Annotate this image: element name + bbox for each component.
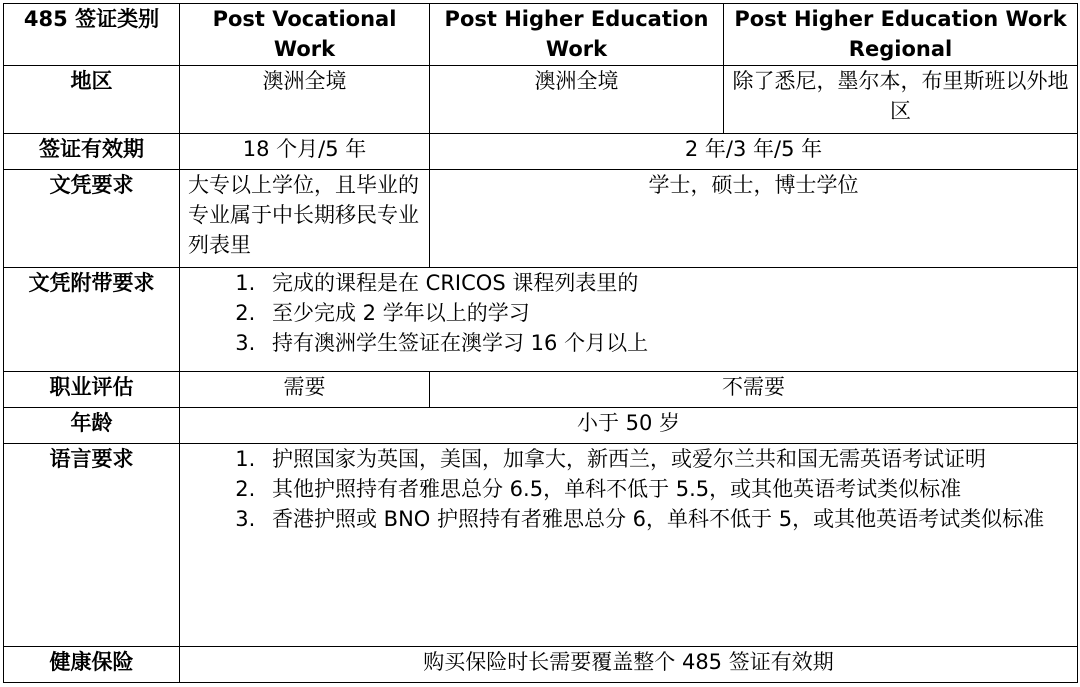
column-header-post-higher-education-work-regional: Post Higher Education Work Regional: [724, 4, 1078, 66]
degree-extra-list: [188, 268, 1069, 358]
row-label-validity: 签证有效期: [4, 134, 180, 170]
row-label-language: 语言要求: [4, 444, 180, 647]
row-label-degree-extra: 文凭附带要求: [4, 268, 180, 372]
region-value-regional: 除了悉尼，墨尔本，布里斯班以外地区: [724, 66, 1078, 134]
validity-value-vocational: 18 个月/5 年: [180, 134, 430, 170]
table-row-language: [4, 444, 1078, 647]
row-label-skills-assessment: 职业评估: [4, 372, 180, 408]
visa-485-comparison-table: [3, 3, 1078, 683]
table-row-degree: [4, 170, 1078, 268]
list-item: 1. 完成的课程是在 CRICOS 课程列表里的: [262, 268, 1069, 298]
list-item: 1. 护照国家为英国，美国，加拿大，新西兰，或爱尔兰共和国无需英语考试证明: [262, 444, 1069, 474]
column-header-post-vocational-work: Post Vocational Work: [180, 4, 430, 66]
degree-value-vocational: 大专以上学位，且毕业的专业属于中长期移民专业列表里: [180, 170, 430, 268]
list-item: 3. 持有澳洲学生签证在澳学习 16 个月以上: [262, 328, 1069, 358]
degree-extra-requirements: [180, 268, 1078, 372]
health-insurance-value: 购买保险时长需要覆盖整个 485 签证有效期: [180, 647, 1078, 683]
list-item: 2. 至少完成 2 学年以上的学习: [262, 298, 1069, 328]
corner-cell: 485 签证类别: [4, 4, 180, 66]
language-requirements: [180, 444, 1078, 647]
row-label-age: 年龄: [4, 408, 180, 444]
table-header-row: [4, 4, 1078, 66]
region-value-vocational: 澳洲全境: [180, 66, 430, 134]
table-row-skills-assessment: [4, 372, 1078, 408]
row-label-degree: 文凭要求: [4, 170, 180, 268]
skills-assessment-value-higher-education: 不需要: [430, 372, 1078, 408]
row-label-health-insurance: 健康保险: [4, 647, 180, 683]
table-row-degree-extra: [4, 268, 1078, 372]
region-value-higher-education: 澳洲全境: [430, 66, 724, 134]
validity-value-higher-education: 2 年/3 年/5 年: [430, 134, 1078, 170]
age-value: 小于 50 岁: [180, 408, 1078, 444]
language-list: [188, 444, 1069, 534]
table-row-health-insurance: [4, 647, 1078, 683]
row-label-region: 地区: [4, 66, 180, 134]
list-item: 2. 其他护照持有者雅思总分 6.5，单科不低于 5.5，或其他英语考试类似标准: [262, 474, 1069, 504]
table-row-validity: [4, 134, 1078, 170]
skills-assessment-value-vocational: 需要: [180, 372, 430, 408]
degree-value-higher-education: 学士，硕士，博士学位: [430, 170, 1078, 268]
table-row-age: [4, 408, 1078, 444]
column-header-post-higher-education-work: Post Higher Education Work: [430, 4, 724, 66]
list-item: 3. 香港护照或 BNO 护照持有者雅思总分 6，单科不低于 5，或其他英语考试类似标准: [262, 504, 1069, 534]
table-row-region: [4, 66, 1078, 134]
